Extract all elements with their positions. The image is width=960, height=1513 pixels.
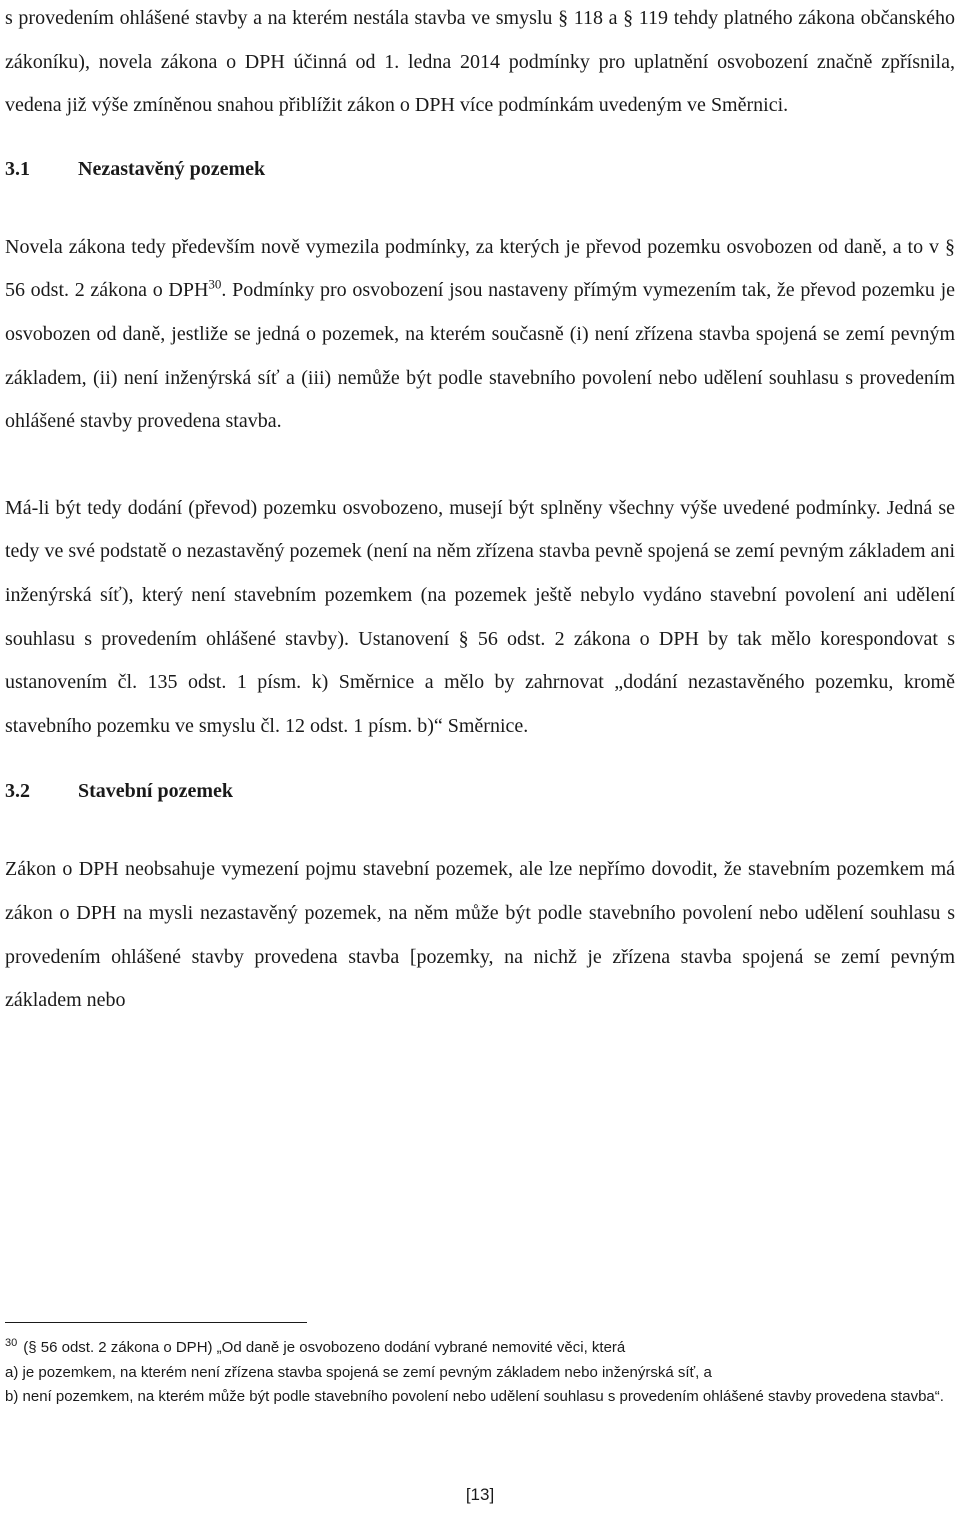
- section-number: 3.2: [5, 780, 30, 803]
- paragraph-2: Má-li být tedy dodání (převod) pozemku osvobozeno, musejí být splněny všechny výše uvedené podmínky. Jedná se tedy ve své podstatě o nezastavěný pozemek (není na něm zřízena stavba pevně spojená se zemí pevným základem ani inženýrská síť), který není stavebním pozemkem (na pozemek ještě nebylo vydáno stavební povolení ani udělení souhlasu s provedením ohlášené stavby). Ustanovení § 56 odst. 2 zákona o DPH by tak mělo korespondovat s ustanovením čl. 135 odst. 1 písm. k) Směrnice a mělo by zahrnovat „dodání nezastavěného pozemku, kromě stavebního pozemku ve smyslu čl. 12 odst. 1 písm. b)“ Směrnice.: [5, 496, 955, 737]
- document-page: [5, 0, 955, 1023]
- section-heading-3-1: [5, 155, 955, 183]
- footnote-line-1-text: (§ 56 odst. 2 zákona o DPH) „Od daně je osvobozeno dodání vybrané nemovité věci, která: [23, 1339, 626, 1356]
- paragraph-1-text-b: . Podmínky pro osvobození jsou nastaveny přímým vymezením tak, že převod pozemku je osvobozen od daně, jestliže se jedná o pozemek, na kterém současně (i) není zřízena stavba spojená se zemí pevným základem, (ii) není inženýrská síť a (iii) nemůže být podle stavebního povolení nebo udělení souhlasu s provedením ohlášené stavby provedena stavba.: [5, 279, 956, 433]
- footnote-separator: [5, 1322, 307, 1323]
- section-title: Nezastavěný pozemek: [78, 157, 266, 180]
- section-title: Stavební pozemek: [78, 780, 233, 803]
- footnote-line-3: b) není pozemkem, na kterém může být podle stavebního povolení nebo udělení souhlasu s provedením ohlášené stavby provedena stavba“.: [5, 1388, 944, 1405]
- paragraph-1: [5, 226, 955, 444]
- footnote-30: [5, 1336, 955, 1410]
- page-number: [13]: [465, 1485, 495, 1504]
- footnote-ref-30[interactable]: 30: [208, 276, 222, 292]
- section-heading-3-2: [5, 777, 955, 805]
- paragraph-3: Zákon o DPH neobsahuje vymezení pojmu stavební pozemek, ale lze nepřímo dovodit, že stavebním pozemkem má zákon o DPH na mysli nezastavěný pozemek, na něm může být podle stavebního povolení nebo udělení souhlasu s provedením ohlášené stavby provedena stavba [pozemky, na nichž je zřízena stavba spojená se zemí pevným základem nebo: [5, 858, 955, 1012]
- footnote-line-2: a) je pozemkem, na kterém není zřízena stavba spojená se zemí pevným základem nebo inženýrská síť, a: [5, 1363, 712, 1381]
- paragraph-1-text-a: Novela zákona tedy především nově vymezila podmínky, za kterých je převod pozemku osvobozen od daně, a to v § 56 odst. 2 zákona o DPH: [5, 235, 955, 302]
- footnote-mark: 30: [5, 1337, 18, 1349]
- footnote-line-1: [5, 1336, 955, 1361]
- intro-paragraph: s provedením ohlášené stavby a na kterém nestála stavba ve smyslu § 118 a § 119 tehdy platného zákona občanského zákoníku), novela zákona o DPH účinná od 1. ledna 2014 podmínky pro uplatnění osvobození značně zpřísnila, vedena již výše zmíněnou snahou přiblížit zákon o DPH více podmínkám uvedeným ve Směrnici.: [5, 7, 955, 117]
- section-number: 3.1: [5, 157, 30, 180]
